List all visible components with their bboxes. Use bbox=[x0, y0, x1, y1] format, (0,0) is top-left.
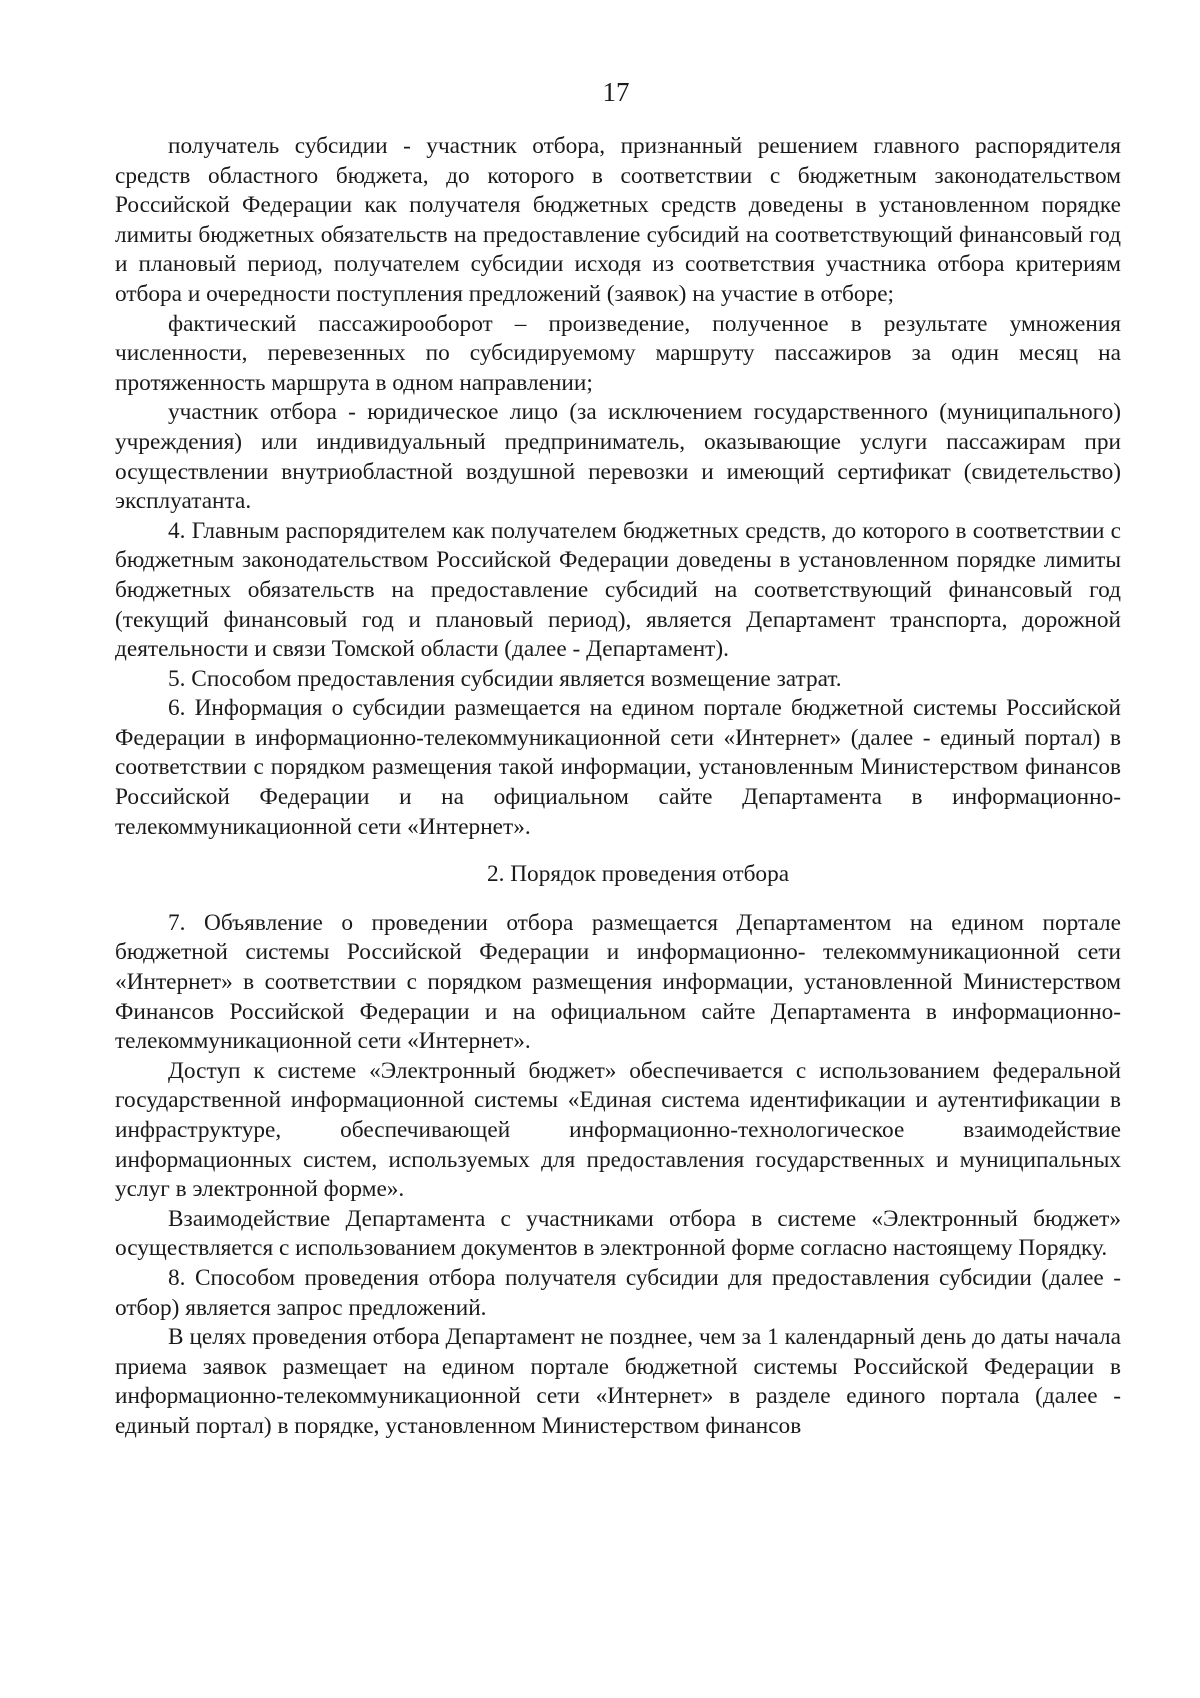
paragraph-passenger-turnover-definition: фактический пассажирооборот – произведение, полученное в результате умножения численности, перевезенных по субсидируемому маршруту пассажиров за один месяц на протяженность маршрута в одном направлении; bbox=[115, 310, 1121, 396]
paragraph-recipient-definition: получатель субсидии - участник отбора, признанный решением главного распорядителя средств областного бюджета, до которого в соответствии с бюджетным законодательством Российской Федерации как получателя бюджетных средств доведены в установленном порядке лимиты бюджетных обязательств на предоставление субсидий на соответствующий финансовый год и плановый период, получателем субсидии исходя из соответствия участника отбора критериям отбора и очередности поступления предложений (заявок) на участие в отборе; bbox=[115, 133, 1121, 307]
paragraph-item-4: 4. Главным распорядителем как получателем бюджетных средств, до которого в соответствии с бюджетным законодательством Российской Федерации доведены в установленном порядке лимиты бюджетных обязательств на предоставление субсидий на соответствующий финансовый год (текущий финансовый год и плановый период), является Департамент транспорта, дорожной деятельности и связи Томской области (далее - Департамент). bbox=[115, 517, 1121, 663]
section-heading: 2. Порядок проведения отбора bbox=[486, 861, 790, 888]
paragraph-item-8: 8. Способом проведения отбора получателя субсидии для предоставления субсидии (далее - отбор) является запрос предложений. bbox=[115, 1264, 1121, 1321]
page-number: 17 bbox=[602, 77, 630, 107]
paragraph-item-5: 5. Способом предоставления субсидии является возмещение затрат. bbox=[168, 665, 842, 692]
paragraph-item-7: 7. Объявление о проведении отбора размещается Департаментом на едином портале бюджетной системы Российской Федерации и информационно- телекоммуникационной сети «Интернет» в соответствии с порядком размещения информации, установленной Министерством Финансов Российской Федерации и на официальном сайте Департамента в информационно-телекоммуникационной сети «Интернет». bbox=[115, 909, 1121, 1055]
paragraph-selection-announcement: В целях проведения отбора Департамент не позднее, чем за 1 календарный день до даты начала приема заявок размещает на едином портале бюджетной системы Российской Федерации в информационно-телекоммуникационной сети «Интернет» в разделе единого портала (далее - единый портал) в порядке, установленном Министерством финансов bbox=[115, 1324, 1121, 1439]
document-body bbox=[115, 132, 1121, 1442]
paragraph-participant-definition: участник отбора - юридическое лицо (за исключением государственного (муниципального) учреждения) или индивидуальный предприниматель, оказывающие услуги пассажирам при осуществлении внутриобластной воздушной перевозки и имеющий сертификат (свидетельство) эксплуатанта. bbox=[115, 399, 1121, 515]
paragraph-interaction-electronic-budget: Взаимодействие Департамента с участниками отбора в системе «Электронный бюджет» осуществляется с использованием документов в электронной форме согласно настоящему Порядку. bbox=[115, 1205, 1121, 1262]
paragraph-access-electronic-budget: Доступ к системе «Электронный бюджет» обеспечивается с использованием федеральной государственной информационной системы «Единая система идентификации и аутентификации в инфраструктуре, обеспечивающей информационно-технологическое взаимодействие информационных систем, используемых для предоставления государственных и муниципальных услуг в электронной форме». bbox=[115, 1057, 1121, 1203]
paragraph-item-6: 6. Информация о субсидии размещается на едином портале бюджетной системы Российской Федерации в информационно-телекоммуникационной сети «Интернет» (далее - единый портал) в соответствии с порядком размещения такой информации, установленным Министерством финансов Российской Федерации и на официальном сайте Департамента в информационно-телекоммуникационной сети «Интернет». bbox=[115, 695, 1121, 840]
